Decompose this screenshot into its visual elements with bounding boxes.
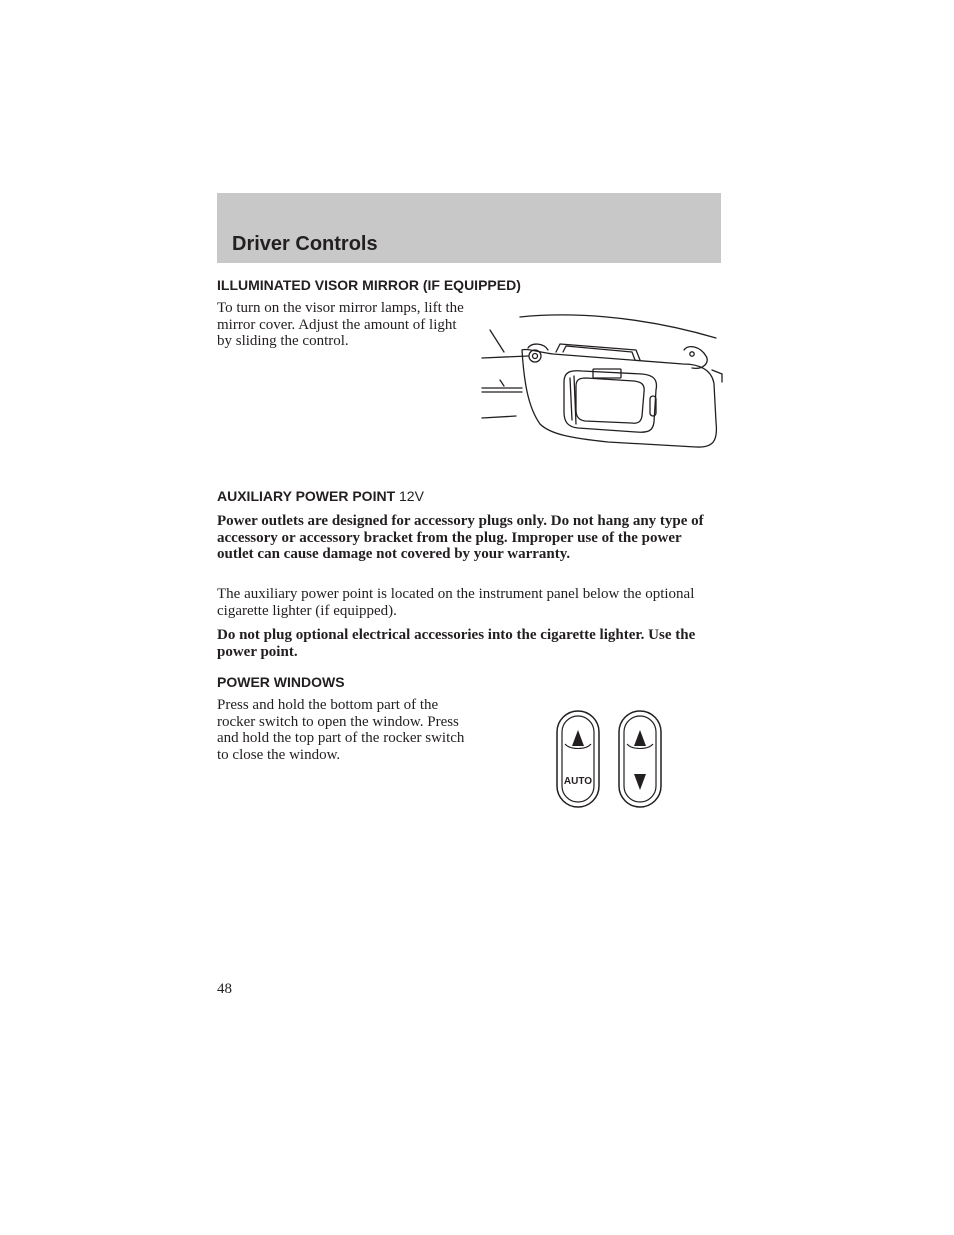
chapter-title: Driver Controls	[232, 233, 378, 255]
visor-mirror-heading: ILLUMINATED VISOR MIRROR (IF EQUIPPED)	[217, 277, 521, 293]
page-number: 48	[217, 981, 232, 997]
window-up-arrow-icon	[572, 730, 584, 746]
window-switch-illustration	[552, 708, 667, 810]
power-windows-heading: POWER WINDOWS	[217, 674, 345, 690]
power-point-heading-text: AUXILIARY POWER POINT	[217, 488, 396, 504]
window-rocker-switch	[619, 711, 661, 807]
power-point-warning: Power outlets are designed for accessory plugs only. Do not hang any type of accessory or accessory bracket from the plug. Improper use of the power outlet can cause damage not covered by your warranty.	[217, 513, 704, 562]
power-windows-text: Press and hold the bottom part of the rocker switch to open the window. Press and hold the top part of the rocker switch to close the window.	[217, 697, 465, 763]
cigarette-lighter-warning: Do not plug optional electrical accessories into the cigarette lighter. Use the power point.	[217, 627, 696, 660]
window-down-arrow-icon	[634, 774, 646, 790]
power-point-heading	[217, 488, 424, 504]
section-header-band	[217, 193, 721, 263]
visor-mirror-text: To turn on the visor mirror lamps, lift the mirror cover. Adjust the amount of light by sliding the control.	[217, 300, 464, 349]
auto-window-switch	[557, 711, 599, 807]
auto-switch-label: AUTO	[563, 776, 593, 787]
window-up-arrow-icon	[634, 730, 646, 746]
visor-mirror-illustration	[478, 312, 724, 454]
power-point-voltage: 12V	[399, 488, 424, 504]
power-point-location-text: The auxiliary power point is located on the instrument panel below the optional cigarette lighter (if equipped).	[217, 586, 695, 619]
